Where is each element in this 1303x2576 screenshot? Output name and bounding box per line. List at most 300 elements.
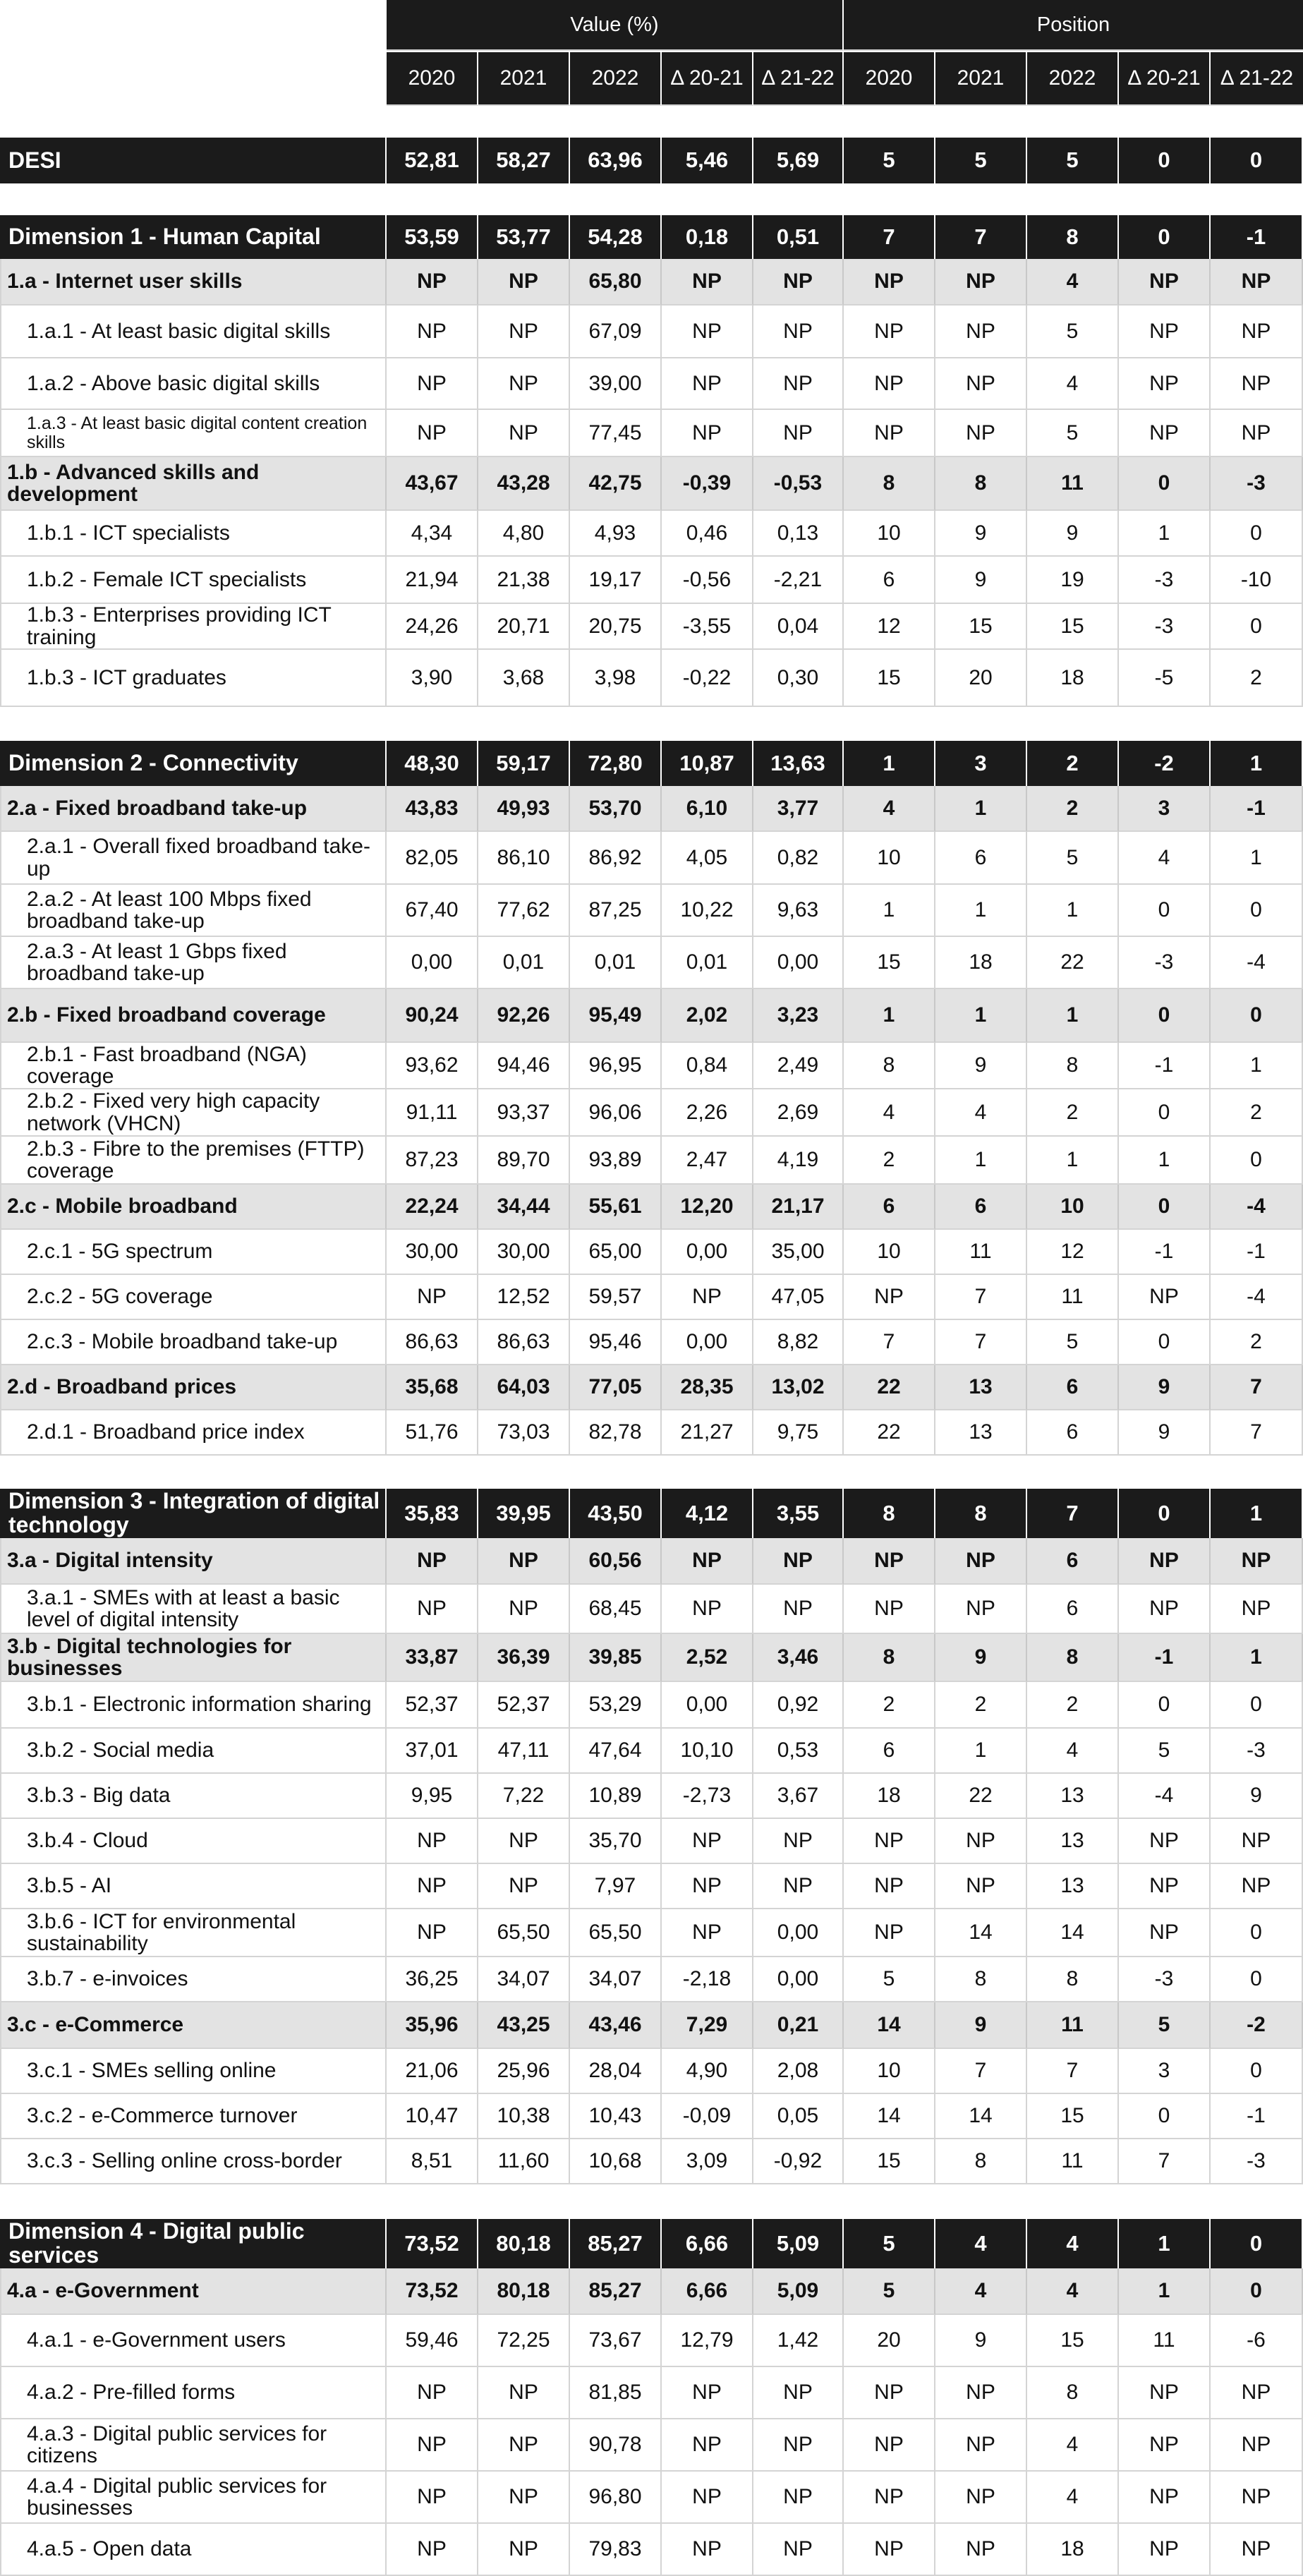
position-cell: NP: [1119, 1864, 1211, 1909]
value-cell: 92,26: [478, 989, 570, 1043]
position-cell: 8: [1027, 215, 1119, 259]
position-cell: NP: [844, 1909, 935, 1957]
position-cell: 18: [935, 937, 1027, 989]
indicator-row: [0, 2367, 1303, 2419]
position-cell: 1: [844, 989, 935, 1043]
value-cell: 39,85: [570, 1634, 662, 1682]
indicator-row: [0, 410, 1303, 457]
position-cell: 4: [1027, 2219, 1119, 2268]
position-cell: 22: [935, 1774, 1027, 1819]
row-label: 3.b.7 - e-invoices: [0, 1957, 387, 2002]
position-cell: 18: [1027, 650, 1119, 707]
value-cell: NP: [662, 1275, 753, 1320]
position-cell: NP: [1211, 2419, 1303, 2472]
position-cell: -10: [1211, 557, 1303, 604]
position-cell: NP: [935, 2367, 1027, 2419]
value-cell: 77,05: [570, 1365, 662, 1410]
value-cell: 73,03: [478, 1410, 570, 1456]
row-label: 2.b.3 - Fibre to the premises (FTTP) coverage: [0, 1137, 387, 1185]
value-cell: NP: [387, 1864, 478, 1909]
position-cell: NP: [935, 2524, 1027, 2576]
value-cell: 89,70: [478, 1137, 570, 1185]
value-cell: 0,01: [662, 937, 753, 989]
position-cell: NP: [1211, 2472, 1303, 2524]
indicator-row: [0, 306, 1303, 358]
value-cell: 13,63: [753, 741, 844, 786]
position-cell: NP: [935, 2472, 1027, 2524]
indicator-row: [0, 604, 1303, 650]
position-cell: 12: [844, 604, 935, 650]
value-cell: 2,52: [662, 1634, 753, 1682]
value-cell: NP: [753, 259, 844, 306]
position-cell: 2: [1027, 1682, 1119, 1729]
value-cell: NP: [478, 2524, 570, 2576]
position-cell: -4: [1211, 937, 1303, 989]
value-cell: 4,80: [478, 511, 570, 557]
row-label: Dimension 1 - Human Capital: [0, 215, 387, 259]
value-cell: NP: [662, 1909, 753, 1957]
value-cell: 36,25: [387, 1957, 478, 2002]
indicator-row: [0, 2315, 1303, 2367]
value-cell: 43,50: [570, 1489, 662, 1538]
value-cell: NP: [387, 410, 478, 457]
value-cell: 72,25: [478, 2315, 570, 2367]
position-cell: NP: [1119, 2419, 1211, 2472]
row-label: Dimension 4 - Digital public services: [0, 2219, 387, 2268]
value-cell: NP: [478, 259, 570, 306]
subdimension-row: [0, 2268, 1303, 2315]
row-label: 2.a.3 - At least 1 Gbps fixed broadband take-up: [0, 937, 387, 989]
value-cell: NP: [478, 1538, 570, 1585]
indicator-row: [0, 1275, 1303, 1320]
position-cell: 14: [935, 2094, 1027, 2139]
value-cell: 2,02: [662, 989, 753, 1043]
indicator-row: [0, 885, 1303, 937]
position-cell: 7: [935, 1320, 1027, 1365]
value-cell: 42,75: [570, 457, 662, 511]
position-cell: NP: [1211, 306, 1303, 358]
position-cell: -3: [1211, 457, 1303, 511]
row-label: 1.a.3 - At least basic digital content creation skills: [0, 410, 387, 457]
value-cell: 9,95: [387, 1774, 478, 1819]
row-label: Dimension 2 - Connectivity: [0, 741, 387, 786]
row-label: 2.c - Mobile broadband: [0, 1185, 387, 1230]
position-cell: -3: [1211, 1729, 1303, 1774]
position-cell: 3: [935, 741, 1027, 786]
position-cell: 4: [1027, 358, 1119, 410]
position-cell: 5: [1027, 138, 1119, 183]
dimension-row: [0, 741, 1303, 786]
position-cell: 0: [1211, 511, 1303, 557]
position-cell: 8: [844, 1043, 935, 1089]
value-cell: 67,40: [387, 885, 478, 937]
value-cell: 3,90: [387, 650, 478, 707]
position-cell: 0: [1119, 989, 1211, 1043]
row-label: 2.b - Fixed broadband coverage: [0, 989, 387, 1043]
position-cell: 0: [1119, 138, 1211, 183]
header-value-group: Value (%): [387, 0, 844, 51]
position-cell: 4: [1119, 832, 1211, 885]
value-cell: 12,52: [478, 1275, 570, 1320]
value-cell: 4,05: [662, 832, 753, 885]
position-cell: 10: [844, 511, 935, 557]
position-cell: 10: [1027, 1185, 1119, 1230]
value-cell: 54,28: [570, 215, 662, 259]
value-cell: 11,60: [478, 2139, 570, 2184]
position-cell: 15: [844, 650, 935, 707]
value-cell: 72,80: [570, 741, 662, 786]
value-cell: 0,00: [662, 1320, 753, 1365]
value-cell: 30,00: [478, 1230, 570, 1275]
value-cell: NP: [753, 2419, 844, 2472]
position-cell: 9: [935, 2315, 1027, 2367]
value-cell: 90,78: [570, 2419, 662, 2472]
indicator-row: [0, 1089, 1303, 1137]
row-label: 2.d.1 - Broadband price index: [0, 1410, 387, 1456]
value-cell: 6,10: [662, 786, 753, 832]
position-cell: 22: [844, 1365, 935, 1410]
value-cell: 22,24: [387, 1185, 478, 1230]
position-cell: NP: [935, 2419, 1027, 2472]
position-cell: 0: [1211, 1909, 1303, 1957]
position-cell: NP: [844, 259, 935, 306]
value-cell: 3,98: [570, 650, 662, 707]
position-cell: 8: [1027, 1634, 1119, 1682]
value-cell: 53,70: [570, 786, 662, 832]
value-cell: 10,89: [570, 1774, 662, 1819]
position-cell: 10: [844, 832, 935, 885]
position-cell: 0: [1119, 1489, 1211, 1538]
desi-total-row: [0, 138, 1303, 183]
value-cell: 35,83: [387, 1489, 478, 1538]
position-cell: NP: [844, 1864, 935, 1909]
value-cell: NP: [387, 2367, 478, 2419]
position-cell: 1: [935, 1729, 1027, 1774]
position-cell: -3: [1119, 937, 1211, 989]
position-cell: 8: [935, 457, 1027, 511]
value-cell: 80,18: [478, 2219, 570, 2268]
position-cell: 8: [1027, 1957, 1119, 2002]
position-cell: NP: [844, 358, 935, 410]
value-cell: NP: [753, 2524, 844, 2576]
position-cell: 0: [1211, 1682, 1303, 1729]
value-cell: 0,21: [753, 2002, 844, 2049]
value-cell: NP: [387, 1585, 478, 1634]
position-cell: NP: [844, 1819, 935, 1864]
value-cell: NP: [662, 358, 753, 410]
position-cell: 1: [1211, 1043, 1303, 1089]
row-label: 3.b - Digital technologies for businesses: [0, 1634, 387, 1682]
value-cell: 21,27: [662, 1410, 753, 1456]
value-cell: 73,52: [387, 2268, 478, 2315]
position-cell: 0: [1119, 1320, 1211, 1365]
indicator-row: [0, 832, 1303, 885]
value-cell: 3,46: [753, 1634, 844, 1682]
position-cell: -3: [1119, 557, 1211, 604]
indicator-row: [0, 1137, 1303, 1185]
value-cell: NP: [478, 410, 570, 457]
position-cell: 5: [844, 1957, 935, 2002]
value-cell: 79,83: [570, 2524, 662, 2576]
position-cell: 14: [844, 2002, 935, 2049]
position-cell: 7: [844, 1320, 935, 1365]
value-cell: 67,09: [570, 306, 662, 358]
value-cell: -3,55: [662, 604, 753, 650]
position-cell: 1: [1211, 1634, 1303, 1682]
row-label: 3.c - e-Commerce: [0, 2002, 387, 2049]
value-cell: 93,37: [478, 1089, 570, 1137]
value-cell: 20,71: [478, 604, 570, 650]
position-cell: 7: [1119, 2139, 1211, 2184]
position-cell: 11: [1027, 2002, 1119, 2049]
indicator-row: [0, 1585, 1303, 1634]
value-cell: 80,18: [478, 2268, 570, 2315]
position-cell: -2: [1119, 741, 1211, 786]
row-label: 3.c.1 - SMEs selling online: [0, 2049, 387, 2094]
position-cell: 19: [1027, 557, 1119, 604]
position-cell: -1: [1211, 1230, 1303, 1275]
subdimension-row: [0, 259, 1303, 306]
position-cell: 20: [844, 2315, 935, 2367]
position-cell: NP: [935, 306, 1027, 358]
position-cell: -6: [1211, 2315, 1303, 2367]
position-cell: 1: [1027, 989, 1119, 1043]
position-cell: 8: [935, 1957, 1027, 2002]
value-cell: 8,82: [753, 1320, 844, 1365]
value-cell: NP: [662, 1864, 753, 1909]
position-cell: 14: [844, 2094, 935, 2139]
position-cell: NP: [844, 1275, 935, 1320]
row-label: 3.b.1 - Electronic information sharing: [0, 1682, 387, 1729]
position-cell: 6: [1027, 1585, 1119, 1634]
position-cell: -3: [1119, 1957, 1211, 2002]
position-cell: 5: [1027, 306, 1119, 358]
value-cell: 0,01: [570, 937, 662, 989]
value-cell: 4,34: [387, 511, 478, 557]
position-cell: 1: [1119, 2219, 1211, 2268]
position-cell: NP: [1211, 1819, 1303, 1864]
value-cell: 3,23: [753, 989, 844, 1043]
value-cell: NP: [662, 306, 753, 358]
position-cell: 0: [1119, 1185, 1211, 1230]
value-cell: 4,19: [753, 1137, 844, 1185]
position-cell: 8: [844, 1634, 935, 1682]
position-cell: 10: [844, 1230, 935, 1275]
value-cell: 1,42: [753, 2315, 844, 2367]
value-cell: 0,00: [753, 1957, 844, 2002]
position-cell: 6: [1027, 1365, 1119, 1410]
value-cell: 0,53: [753, 1729, 844, 1774]
value-cell: 39,00: [570, 358, 662, 410]
indicator-row: [0, 2419, 1303, 2472]
position-cell: 8: [935, 1489, 1027, 1538]
value-cell: NP: [662, 2524, 753, 2576]
value-cell: 35,00: [753, 1230, 844, 1275]
position-cell: 9: [935, 511, 1027, 557]
value-cell: 3,68: [478, 650, 570, 707]
row-label: 2.a.1 - Overall fixed broadband take-up: [0, 832, 387, 885]
position-cell: 9: [1027, 511, 1119, 557]
value-cell: 0,84: [662, 1043, 753, 1089]
value-cell: 65,00: [570, 1230, 662, 1275]
value-cell: 86,10: [478, 832, 570, 885]
position-cell: -2: [1211, 2002, 1303, 2049]
value-cell: NP: [753, 1864, 844, 1909]
value-cell: 34,07: [478, 1957, 570, 2002]
value-cell: 96,80: [570, 2472, 662, 2524]
value-cell: -0,92: [753, 2139, 844, 2184]
value-cell: 10,22: [662, 885, 753, 937]
position-cell: -4: [1211, 1185, 1303, 1230]
position-cell: 4: [1027, 2419, 1119, 2472]
value-cell: 4,93: [570, 511, 662, 557]
value-cell: 0,18: [662, 215, 753, 259]
dimension-row: [0, 2219, 1303, 2268]
position-cell: 13: [935, 1410, 1027, 1456]
position-cell: 0: [1119, 2094, 1211, 2139]
value-cell: 77,45: [570, 410, 662, 457]
position-cell: 15: [844, 937, 935, 989]
position-cell: 11: [1119, 2315, 1211, 2367]
value-cell: NP: [753, 1585, 844, 1634]
row-label: 4.a.5 - Open data: [0, 2524, 387, 2576]
value-cell: NP: [662, 1585, 753, 1634]
indicator-row: [0, 1410, 1303, 1456]
subdimension-row: [0, 1538, 1303, 1585]
position-cell: 8: [935, 2139, 1027, 2184]
position-cell: NP: [1211, 1864, 1303, 1909]
value-cell: 43,67: [387, 457, 478, 511]
position-cell: 6: [844, 1185, 935, 1230]
value-cell: 55,61: [570, 1185, 662, 1230]
value-cell: NP: [387, 1819, 478, 1864]
indicator-row: [0, 1043, 1303, 1089]
row-label: 3.c.3 - Selling online cross-border: [0, 2139, 387, 2184]
position-cell: 0: [1119, 1089, 1211, 1137]
row-label: 3.a - Digital intensity: [0, 1538, 387, 1585]
position-cell: NP: [1119, 2524, 1211, 2576]
header-blank: [0, 51, 387, 106]
position-cell: 2: [935, 1682, 1027, 1729]
position-cell: 2: [1027, 741, 1119, 786]
value-cell: NP: [662, 2472, 753, 2524]
value-cell: 8,51: [387, 2139, 478, 2184]
row-label: 4.a.1 - e-Government users: [0, 2315, 387, 2367]
value-cell: NP: [753, 2472, 844, 2524]
value-cell: 0,00: [662, 1682, 753, 1729]
header-columns-row: [0, 51, 1303, 106]
position-cell: 9: [935, 2002, 1027, 2049]
position-cell: 15: [1027, 2094, 1119, 2139]
value-cell: 49,93: [478, 786, 570, 832]
position-cell: 9: [935, 557, 1027, 604]
position-cell: 4: [844, 1089, 935, 1137]
indicator-row: [0, 1909, 1303, 1957]
value-cell: -2,21: [753, 557, 844, 604]
position-cell: 0: [1211, 2049, 1303, 2094]
value-cell: NP: [662, 2367, 753, 2419]
value-cell: 3,67: [753, 1774, 844, 1819]
value-cell: 0,82: [753, 832, 844, 885]
position-cell: 6: [935, 832, 1027, 885]
position-cell: 6: [844, 557, 935, 604]
indicator-row: [0, 1774, 1303, 1819]
header-blank: [0, 0, 387, 51]
value-cell: 82,78: [570, 1410, 662, 1456]
position-cell: 1: [935, 1137, 1027, 1185]
value-cell: 95,49: [570, 989, 662, 1043]
row-label: 2.b.1 - Fast broadband (NGA) coverage: [0, 1043, 387, 1089]
value-cell: 86,63: [478, 1320, 570, 1365]
position-cell: 11: [1027, 457, 1119, 511]
value-cell: 90,24: [387, 989, 478, 1043]
row-label: 1.a.1 - At least basic digital skills: [0, 306, 387, 358]
value-cell: 34,44: [478, 1185, 570, 1230]
value-cell: 86,92: [570, 832, 662, 885]
value-cell: 34,07: [570, 1957, 662, 2002]
position-cell: NP: [844, 410, 935, 457]
position-cell: 13: [1027, 1864, 1119, 1909]
position-cell: NP: [1211, 259, 1303, 306]
position-cell: -4: [1211, 1275, 1303, 1320]
position-cell: NP: [844, 1538, 935, 1585]
position-cell: 0: [1119, 215, 1211, 259]
position-cell: NP: [1211, 410, 1303, 457]
value-cell: 7,29: [662, 2002, 753, 2049]
row-label: 3.c.2 - e-Commerce turnover: [0, 2094, 387, 2139]
column-header: 2022: [570, 51, 662, 106]
value-cell: 30,00: [387, 1230, 478, 1275]
row-label: 4.a.3 - Digital public services for citizens: [0, 2419, 387, 2472]
value-cell: 77,62: [478, 885, 570, 937]
position-cell: -5: [1119, 650, 1211, 707]
position-cell: 13: [1027, 1774, 1119, 1819]
position-cell: 12: [1027, 1230, 1119, 1275]
value-cell: NP: [662, 259, 753, 306]
column-header: 2021: [935, 51, 1027, 106]
indicator-row: [0, 1230, 1303, 1275]
position-cell: 7: [1211, 1410, 1303, 1456]
value-cell: 35,68: [387, 1365, 478, 1410]
value-cell: 35,96: [387, 2002, 478, 2049]
row-label: 4.a.2 - Pre-filled forms: [0, 2367, 387, 2419]
position-cell: 5: [844, 2268, 935, 2315]
position-cell: 0: [1119, 885, 1211, 937]
row-label: 3.b.6 - ICT for environmental sustainability: [0, 1909, 387, 1957]
position-cell: 3: [1119, 2049, 1211, 2094]
position-cell: 3: [1119, 786, 1211, 832]
position-cell: NP: [1119, 1819, 1211, 1864]
position-cell: 2: [1211, 1089, 1303, 1137]
value-cell: 24,26: [387, 604, 478, 650]
position-cell: 0: [1211, 885, 1303, 937]
indicator-row: [0, 2049, 1303, 2094]
value-cell: 13,02: [753, 1365, 844, 1410]
value-cell: 47,64: [570, 1729, 662, 1774]
position-cell: 2: [844, 1682, 935, 1729]
position-cell: 22: [1027, 937, 1119, 989]
subdimension-row: [0, 2002, 1303, 2049]
value-cell: 43,83: [387, 786, 478, 832]
position-cell: 6: [935, 1185, 1027, 1230]
value-cell: 7,22: [478, 1774, 570, 1819]
value-cell: 12,79: [662, 2315, 753, 2367]
row-label: 3.b.5 - AI: [0, 1864, 387, 1909]
position-cell: NP: [935, 1585, 1027, 1634]
value-cell: 2,69: [753, 1089, 844, 1137]
value-cell: 2,47: [662, 1137, 753, 1185]
row-label: 3.b.2 - Social media: [0, 1729, 387, 1774]
